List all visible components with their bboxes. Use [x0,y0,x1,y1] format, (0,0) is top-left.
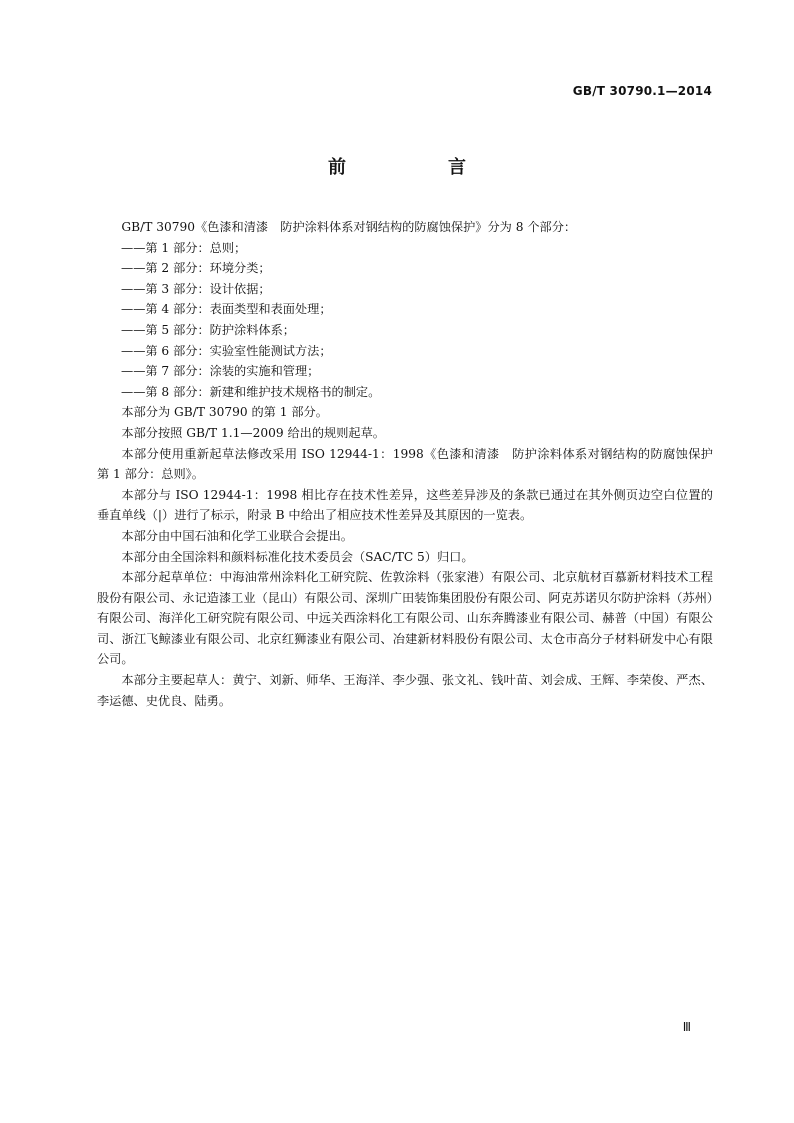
part-item-3: ——第 3 部分：设计依据； [121,281,271,296]
part-item-1: ——第 1 部分：总则； [121,240,247,255]
paragraph-drafting-rules: 本部分按照 GB/T 1.1—2009 给出的规则起草。 [121,425,385,440]
paragraph-drafting-units: 本部分起草单位：中海油常州涂料化工研究院、佐敦涂料（张家港）有限公司、北京航材百慕新材料技术工程股份有限公司、永记造漆工业（昆山）有限公司、深圳广田装饰集团股份有限公司、阿克苏诺贝尔防护涂料（苏州）有限公司、海洋化工研究院有限公司、中远关西涂料化工有限公司、山东奔腾漆业有限公司、赫普（中国）有限公司、浙江飞鲸漆业有限公司、北京红狮漆业有限公司、冶建新材料股份有限公司、太仓市高分子材料研发中心有限公司。 [97,570,713,667]
paragraph-proposed-by: 本部分由中国石油和化学工业联合会提出。 [121,528,353,543]
intro-paragraph: GB/T 30790《色漆和清漆 防护涂料体系对钢结构的防腐蚀保护》分为 8 个部分： [121,220,577,234]
paragraph-technical-differences: 本部分与 ISO 12944-1：1998 相比存在技术性差异，这些差异涉及的条款已通过在其外侧页边空白位置的垂直单线（|）进行了标示，附录 B 中给出了相应技术性差异及其原因的一览表。 [97,487,713,523]
part-item-8: ——第 8 部分：新建和维护技术规格书的制定。 [121,384,381,399]
paragraph-iso-adoption: 本部分使用重新起草法修改采用 ISO 12944-1：1998《色漆和清漆 防护涂料体系对钢结构的防腐蚀保护 第 1 部分：总则》。 [97,446,726,482]
page-title: 前 言 [328,157,508,178]
paragraph-drafters: 本部分主要起草人：黄宁、刘新、师华、王海洋、李少强、张文礼、钱叶苗、刘会成、王辉、李荣俊、严杰、李运德、史优良、陆勇。 [97,673,713,708]
standard-code: GB/T 30790.1—2014 [572,84,712,98]
part-item-5: ——第 5 部分：防护涂料体系； [121,322,295,337]
part-item-4: ——第 4 部分：表面类型和表面处理； [121,302,332,317]
paragraph-part-statement: 本部分为 GB/T 30790 的第 1 部分。 [121,405,328,420]
part-item-2: ——第 2 部分：环境分类； [121,261,271,276]
page-number: Ⅲ [682,1020,691,1034]
foreword-body [97,217,726,711]
paragraph-administered-by: 本部分由全国涂料和颜料标准化技术委员会（SAC/TC 5）归口。 [121,549,474,564]
part-item-7: ——第 7 部分：涂装的实施和管理； [121,364,320,379]
part-item-6: ——第 6 部分：实验室性能测试方法； [121,343,332,358]
